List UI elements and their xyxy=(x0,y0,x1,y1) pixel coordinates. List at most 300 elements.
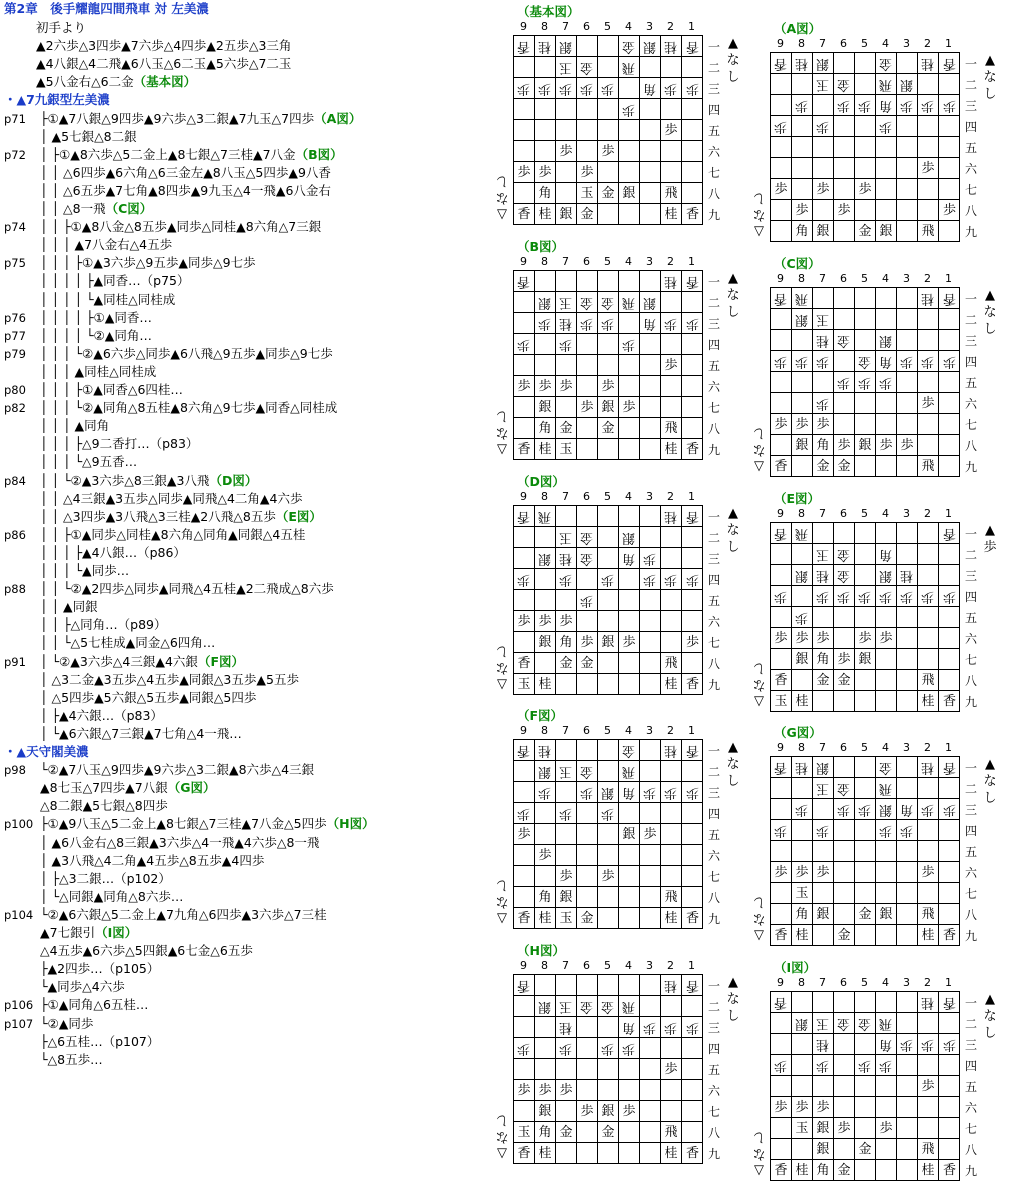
sente-piece: 角 xyxy=(559,635,573,650)
board-square xyxy=(514,1143,535,1164)
board-square xyxy=(939,607,960,628)
board-square xyxy=(834,523,855,544)
move-sequence xyxy=(40,218,321,236)
board-square xyxy=(813,1160,834,1181)
board-square xyxy=(792,1013,813,1034)
gote-piece: 飛 xyxy=(879,781,893,796)
gote-piece: 歩 xyxy=(900,98,914,113)
gote-piece: 玉 xyxy=(559,60,573,75)
gote-piece: 歩 xyxy=(517,572,531,587)
board-grid xyxy=(513,974,703,1164)
board-square xyxy=(535,183,556,204)
file-number: 8 xyxy=(541,255,548,268)
board-square xyxy=(598,803,619,824)
diagram-ref: （G図） xyxy=(167,780,216,796)
board-square xyxy=(792,883,813,904)
rank-number: 二 xyxy=(964,548,977,562)
board-square xyxy=(535,271,556,292)
board-square xyxy=(897,649,918,670)
file-number: 1 xyxy=(688,490,695,503)
board-square xyxy=(682,761,703,782)
gote-piece: 香 xyxy=(942,526,956,541)
board-square xyxy=(556,824,577,845)
board-square xyxy=(897,607,918,628)
board-square xyxy=(813,1076,834,1097)
sente-piece: 歩 xyxy=(517,614,531,629)
board-square xyxy=(876,757,897,778)
board-square xyxy=(556,1143,577,1164)
board-square xyxy=(514,271,535,292)
board-square xyxy=(834,1034,855,1055)
gote-piece: 桂 xyxy=(664,39,678,54)
board-square xyxy=(771,757,792,778)
board-square xyxy=(535,803,556,824)
board-grid xyxy=(513,739,703,929)
move-text: △4五歩▲6六歩△5四銀▲6七金△6五歩 xyxy=(40,943,253,959)
sente-piece: 歩 xyxy=(538,165,552,180)
file-number: 6 xyxy=(840,272,847,285)
gote-piece: 飛 xyxy=(622,999,636,1014)
gote-piece: 歩 xyxy=(774,119,788,134)
gote-piece: 角 xyxy=(879,98,893,113)
board-square xyxy=(876,904,897,925)
sente-piece: 桂 xyxy=(921,694,935,709)
board-square xyxy=(876,221,897,242)
board-square xyxy=(918,179,939,200)
sente-piece: 飛 xyxy=(664,186,678,201)
board-square xyxy=(514,204,535,225)
board-square xyxy=(834,904,855,925)
file-number: 2 xyxy=(924,37,931,50)
rank-number: 五 xyxy=(964,141,977,155)
file-number: 5 xyxy=(604,255,611,268)
file-number: 4 xyxy=(882,507,889,520)
rank-number: 四 xyxy=(707,807,720,821)
move-text: │ │ │ └②▲6六歩△同歩▲6八飛△9五歩▲同歩△9七歩 xyxy=(40,345,333,361)
board-square xyxy=(834,544,855,565)
page-ref: p88 xyxy=(4,582,26,597)
board-square xyxy=(897,883,918,904)
sente-piece: 桂 xyxy=(795,694,809,709)
board-square xyxy=(855,670,876,691)
board-square xyxy=(897,435,918,456)
diagram-label: （F図） xyxy=(517,708,564,723)
gote-piece: 金 xyxy=(622,743,636,758)
board-square xyxy=(682,313,703,334)
gote-piece: 玉 xyxy=(816,77,830,92)
board-square xyxy=(682,782,703,803)
rank-number: 三 xyxy=(707,786,720,800)
board-square xyxy=(876,523,897,544)
gote-piece: 歩 xyxy=(559,81,573,96)
board-square xyxy=(535,1101,556,1122)
board-square xyxy=(556,761,577,782)
board-square xyxy=(556,439,577,460)
gote-piece: 歩 xyxy=(942,1037,956,1052)
sente-piece: 桂 xyxy=(538,677,552,692)
file-number: 2 xyxy=(667,490,674,503)
board-square xyxy=(771,372,792,393)
gote-piece: 金 xyxy=(580,530,594,545)
move-sequence xyxy=(40,978,125,996)
board-square xyxy=(897,53,918,74)
board-square xyxy=(577,1101,598,1122)
board-square xyxy=(813,904,834,925)
board-square xyxy=(918,1097,939,1118)
rank-number: 一 xyxy=(707,40,720,54)
board-square xyxy=(682,99,703,120)
board-square xyxy=(514,183,535,204)
gote-piece: 歩 xyxy=(795,802,809,817)
rank-number: 八 xyxy=(707,657,720,671)
board-square xyxy=(897,523,918,544)
sente-piece: 飛 xyxy=(664,1125,678,1140)
board-square xyxy=(640,845,661,866)
move-text: │ │ │ └②▲同角△8五桂▲8六角△9七歩▲同香△同桂成 xyxy=(40,400,338,416)
sente-hand: ▲なし xyxy=(726,740,740,789)
sente-piece: 歩 xyxy=(538,614,552,629)
sente-piece: 金 xyxy=(580,911,594,926)
board-square xyxy=(813,435,834,456)
board-square xyxy=(682,397,703,418)
board-square xyxy=(556,1059,577,1080)
rank-number: 七 xyxy=(707,870,720,884)
board-square xyxy=(792,841,813,862)
board-square xyxy=(813,351,834,372)
sente-piece: 香 xyxy=(685,207,699,222)
board-square xyxy=(556,996,577,1017)
sente-piece: 歩 xyxy=(622,635,636,650)
board-square xyxy=(918,1139,939,1160)
board-square xyxy=(876,179,897,200)
rank-number: 七 xyxy=(707,636,720,650)
board-square xyxy=(682,183,703,204)
board-square xyxy=(682,887,703,908)
gote-piece: 歩 xyxy=(664,1020,678,1035)
board-square xyxy=(813,607,834,628)
sente-hand: ▲なし xyxy=(983,288,997,337)
board-square xyxy=(834,992,855,1013)
board-square xyxy=(918,1160,939,1181)
board-square xyxy=(897,841,918,862)
board-square xyxy=(918,288,939,309)
rank-number: 三 xyxy=(964,1038,977,1052)
gote-piece: 金 xyxy=(837,333,851,348)
board-square xyxy=(876,74,897,95)
board-square xyxy=(598,845,619,866)
board-square xyxy=(813,883,834,904)
move-sequence xyxy=(40,942,253,960)
move-sequence xyxy=(40,707,163,725)
board-square xyxy=(619,527,640,548)
rank-number: 五 xyxy=(964,376,977,390)
board-square xyxy=(792,372,813,393)
file-number: 3 xyxy=(646,20,653,33)
sente-hand: ▲なし xyxy=(726,975,740,1024)
gote-piece: 歩 xyxy=(837,802,851,817)
board-square xyxy=(640,418,661,439)
rank-number: 八 xyxy=(707,891,720,905)
gote-piece: 桂 xyxy=(664,743,678,758)
gote-piece: 歩 xyxy=(685,1020,699,1035)
file-number: 2 xyxy=(667,959,674,972)
gote-piece: 香 xyxy=(517,39,531,54)
board-square xyxy=(792,456,813,477)
rank-number: 八 xyxy=(707,422,720,436)
board-square xyxy=(661,1017,682,1038)
page-ref: p72 xyxy=(4,147,26,162)
move-sequence xyxy=(40,815,375,833)
board-square xyxy=(640,1038,661,1059)
sente-piece: 金 xyxy=(837,459,851,474)
board-square xyxy=(792,544,813,565)
move-sequence xyxy=(40,996,148,1014)
sente-piece: 香 xyxy=(517,656,531,671)
board-square xyxy=(771,862,792,883)
sente-piece: 歩 xyxy=(517,1083,531,1098)
board-square xyxy=(771,883,792,904)
board-square xyxy=(577,824,598,845)
board-square xyxy=(876,628,897,649)
board-square xyxy=(661,632,682,653)
file-number: 6 xyxy=(583,959,590,972)
board-square xyxy=(813,862,834,883)
gote-piece: 銀 xyxy=(559,39,573,54)
board-square xyxy=(813,179,834,200)
move-text: │ │ │ ├△9二香打…（p83） xyxy=(40,436,199,452)
board-square xyxy=(771,778,792,799)
move-sequence xyxy=(40,761,314,779)
board-square xyxy=(535,1038,556,1059)
board-square xyxy=(598,141,619,162)
board-square xyxy=(918,1013,939,1034)
board-square xyxy=(640,887,661,908)
sente-piece: 玉 xyxy=(580,186,594,201)
gote-piece: 桂 xyxy=(900,568,914,583)
gote-piece: 香 xyxy=(774,56,788,71)
board-square xyxy=(855,1076,876,1097)
gote-piece: 桂 xyxy=(795,760,809,775)
gote-piece: 歩 xyxy=(816,354,830,369)
gote-piece: 飛 xyxy=(879,1016,893,1031)
board-square xyxy=(918,544,939,565)
board-square xyxy=(771,116,792,137)
board-square xyxy=(577,397,598,418)
board-square xyxy=(771,649,792,670)
board-square xyxy=(598,761,619,782)
board-square xyxy=(897,179,918,200)
board-square xyxy=(640,632,661,653)
board-square xyxy=(792,992,813,1013)
file-number: 9 xyxy=(520,20,527,33)
board-square xyxy=(640,653,661,674)
board-square xyxy=(661,78,682,99)
board-square xyxy=(682,866,703,887)
gote-piece: 歩 xyxy=(580,593,594,608)
board-square xyxy=(834,820,855,841)
gote-piece: 桂 xyxy=(816,333,830,348)
move-text: │ └△同銀▲同角△8六歩… xyxy=(40,888,184,904)
board-square xyxy=(661,355,682,376)
board-square xyxy=(897,1013,918,1034)
gote-piece: 銀 xyxy=(795,568,809,583)
board-square xyxy=(577,334,598,355)
rank-number: 二 xyxy=(707,765,720,779)
sente-piece: 飛 xyxy=(664,890,678,905)
board-square xyxy=(514,376,535,397)
board-square xyxy=(640,313,661,334)
board-square xyxy=(682,590,703,611)
diagram-label: （I図） xyxy=(774,960,817,975)
sente-piece: 玉 xyxy=(559,911,573,926)
move-text: │ ├△3二銀…（p102） xyxy=(40,870,171,886)
file-number: 8 xyxy=(798,976,805,989)
move-sequence xyxy=(40,870,171,888)
board-square xyxy=(535,162,556,183)
board-square xyxy=(682,975,703,996)
gote-piece: 歩 xyxy=(879,375,893,390)
board-square xyxy=(661,782,682,803)
gote-piece: 歩 xyxy=(942,802,956,817)
gote-piece: 歩 xyxy=(580,785,594,800)
board-square xyxy=(813,137,834,158)
rank-number: 六 xyxy=(707,849,720,863)
file-number: 1 xyxy=(688,20,695,33)
board-square xyxy=(661,271,682,292)
gote-piece: 角 xyxy=(879,547,893,562)
sente-piece: 金 xyxy=(816,673,830,688)
move-sequence xyxy=(40,562,129,580)
board-square xyxy=(771,925,792,946)
board-square xyxy=(535,120,556,141)
move-text: │ │ │ ├①▲3六歩△9五歩▲同歩△9七歩 xyxy=(40,255,256,271)
board-square xyxy=(897,1076,918,1097)
move-text: ・▲7九銀型左美濃 xyxy=(4,92,110,108)
sente-piece: 歩 xyxy=(921,396,935,411)
rank-number: 八 xyxy=(964,1143,977,1157)
move-sequence xyxy=(40,616,166,634)
board-square xyxy=(514,1017,535,1038)
board-square xyxy=(792,862,813,883)
board-square xyxy=(876,95,897,116)
board-square xyxy=(682,653,703,674)
board-square xyxy=(598,996,619,1017)
board-square xyxy=(855,992,876,1013)
sente-piece: 銀 xyxy=(795,652,809,667)
board-square xyxy=(813,330,834,351)
sente-piece: 歩 xyxy=(837,438,851,453)
board-square xyxy=(514,141,535,162)
board-square xyxy=(535,996,556,1017)
move-text: ▲5八金右△6二金 xyxy=(36,74,134,90)
board-square xyxy=(918,670,939,691)
board-square xyxy=(897,820,918,841)
board-square xyxy=(661,506,682,527)
board-square xyxy=(598,611,619,632)
gote-hand: △なし xyxy=(495,877,509,926)
file-number: 9 xyxy=(520,959,527,972)
board-square xyxy=(661,824,682,845)
board-square xyxy=(813,53,834,74)
board-square xyxy=(577,761,598,782)
rank-number: 九 xyxy=(964,929,977,943)
board-square xyxy=(897,904,918,925)
board-grid xyxy=(770,756,960,946)
board-square xyxy=(535,611,556,632)
board-square xyxy=(792,351,813,372)
move-text: ・▲天守閣美濃 xyxy=(4,744,89,759)
board-square xyxy=(939,778,960,799)
move-sequence xyxy=(40,906,327,924)
file-number: 4 xyxy=(625,20,632,33)
board-square xyxy=(577,439,598,460)
gote-piece: 歩 xyxy=(601,806,615,821)
board-square xyxy=(661,761,682,782)
board-square xyxy=(918,414,939,435)
board-square xyxy=(813,393,834,414)
gote-piece: 桂 xyxy=(538,743,552,758)
board-square xyxy=(813,820,834,841)
board-square xyxy=(939,179,960,200)
move-sequence xyxy=(40,1015,93,1033)
gote-piece: 歩 xyxy=(858,802,872,817)
gote-piece: 銀 xyxy=(879,333,893,348)
rank-number: 三 xyxy=(707,552,720,566)
gote-piece: 金 xyxy=(580,60,594,75)
board-square xyxy=(855,649,876,670)
board-square xyxy=(535,845,556,866)
rank-number: 三 xyxy=(964,334,977,348)
board-square xyxy=(771,544,792,565)
board-square xyxy=(661,1122,682,1143)
move-text: └②▲同歩 xyxy=(40,1015,94,1031)
board-square xyxy=(876,544,897,565)
board-square xyxy=(834,372,855,393)
board-square xyxy=(813,628,834,649)
board-square xyxy=(598,36,619,57)
gote-piece: 金 xyxy=(622,39,636,54)
board-square xyxy=(876,607,897,628)
file-number: 5 xyxy=(861,507,868,520)
sente-piece: 歩 xyxy=(774,631,788,646)
board-square xyxy=(792,565,813,586)
board-square xyxy=(834,628,855,649)
board-square xyxy=(640,996,661,1017)
board-square xyxy=(939,288,960,309)
board-square xyxy=(556,975,577,996)
board-square xyxy=(535,887,556,908)
variation-tree: 第2章 後手耀龍四間飛車 対 左美濃 初手より ▲2六歩△3四歩▲7六歩△4四歩▲2五歩△3三角 ▲4八銀△4二飛▲6八玉△6二玉▲5六歩△7二玉 ▲5八金右△6二金（基本図） ・▲7九銀型左美濃 p71 ├①▲7八銀△9四歩▲9六歩△3二銀▲7九玉△7四歩（A図） │ ▲5七銀△8二銀 p72 │ ├①▲8六歩△5二金上▲8七銀△7三桂▲7八金（B図） │ │ △6四歩▲6六角△6三金左▲8八玉△5四歩▲9八香 │ │ △6五歩▲7七角▲8四歩▲9九玉△4一飛▲6八金右 │ │ △8一飛（C図） p74 │ │ ├①▲8八金△8五歩▲同歩△同桂▲8六角△7三銀 │ │ │ ▲7八金右△4五歩 p75 │ │ │ ├①▲3六歩△9五歩▲同歩△9七歩 │ │ │ │ ├▲同香…（p75） │ │ │ │ └▲同桂△同桂成 p76 │ │ │ │ ├①▲同香… p77 │ │ │ │ └②▲同角… p79 │ │ │ └②▲6六歩△同歩▲6八飛△9五歩▲同歩△9七歩 │ │ │ ▲同桂△同桂成 p80 │ │ │ ├①▲同香△6四桂… p82 │ │ │ └②▲同角△8五桂▲8六角△9七歩▲同香△同桂成 │ │ │ ▲同角 │ │ │ ├△9二香打…（p83） │ │ │ └△9五香… p84 │ │ └②▲3六歩△8三銀▲3八飛（D図） │ │ △4三銀▲3五歩△同歩▲同飛△4二角▲4六歩 │ │ △3四歩▲3八飛△3三桂▲2八飛△8五歩（E図） p86 │ │ ├①▲同歩△同桂▲8六角△同角▲同銀△4五桂 │ │ │ ├▲4八銀…（p86） │ │ │ └▲同歩… p88 │ │ └②▲2四歩△同歩▲同飛△4五桂▲2二飛成△8六歩 │ │ ▲同銀 │ │ ├△同角…（p89） │ │ └△5七桂成▲同金△6四角… p91 │ └②▲3六歩△4三銀▲4六銀（F図） │ △3二金▲3五歩△4五歩▲同銀△3五歩▲5五歩 │ △5四歩▲5六銀△5五歩▲同銀△5四歩 │ ├▲4六銀…（p83） │ └▲6六銀△7三銀▲7七角△4一飛… ・▲天守閣美濃 p98 └②▲7八玉△9四歩▲9六歩△3二銀▲8六歩△4三銀 ▲8七玉△7四歩▲7八銀（G図） △8二銀▲5七銀△8四歩 p100 ├①▲9八玉△5二金上▲8七銀△7三桂▲7八金△5四歩（H図） │ ▲6八金右△8三銀▲3六歩△4一飛▲4六歩△8一飛 │ ▲3八飛△4二角▲4五歩△8五歩▲4四歩 │ ├△3二銀…（p102） │ └△同銀▲同角△8六歩… p104 └②▲6六銀△5二金上▲7九角△6四歩▲3六歩△7三桂 ▲7七銀引（I図） △4五歩▲6六歩△5四銀▲6七金△6五歩 ├▲2四歩…（p105） └▲同歩△4六歩 p106 ├①▲同角△6五桂… p107 └②▲同歩 ├△6五桂…（p107） └△8五歩… xyxy=(4,1,375,1067)
gote-hand: △なし xyxy=(752,190,766,239)
sente-piece: 歩 xyxy=(879,438,893,453)
file-number: 1 xyxy=(688,959,695,972)
rank-number: 二 xyxy=(964,782,977,796)
rank-number: 三 xyxy=(707,317,720,331)
board-square xyxy=(640,908,661,929)
board-square xyxy=(939,799,960,820)
rank-number: 九 xyxy=(707,208,720,222)
rank-number: 三 xyxy=(707,1021,720,1035)
board-square xyxy=(876,925,897,946)
gote-piece: 歩 xyxy=(942,98,956,113)
sente-piece: 歩 xyxy=(816,182,830,197)
gote-hand: △なし xyxy=(495,1112,509,1161)
board-square xyxy=(939,221,960,242)
board-square xyxy=(771,820,792,841)
board-square xyxy=(556,866,577,887)
board-square xyxy=(682,1038,703,1059)
board-square xyxy=(682,1059,703,1080)
